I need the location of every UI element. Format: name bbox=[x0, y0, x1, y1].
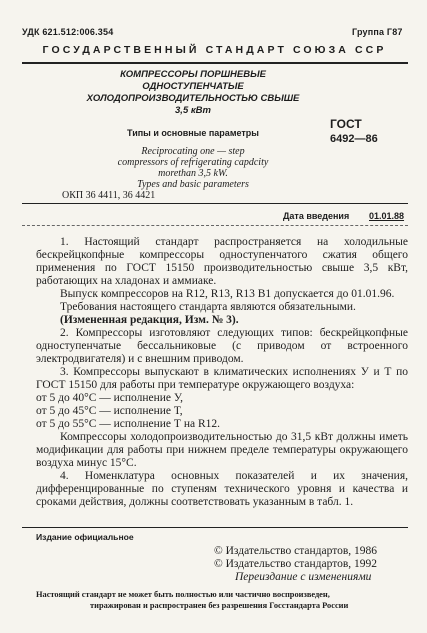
para-7: Компрессоры холодопроизводительностью до 31,5 кВт должны иметь модификации для работы при нижнем пределе температуры окружающего воздуха минус 15°С. bbox=[36, 431, 408, 469]
title-ru-line1: КОМПРЕССОРЫ ПОРШНЕВЫЕ bbox=[120, 69, 266, 80]
title-en-line3: morethan 3,5 kW. bbox=[158, 168, 228, 179]
copyright-1992: © Издательство стандартов, 1992 bbox=[214, 558, 378, 570]
standard-band-title: ГОСУДАРСТВЕННЫЙ СТАНДАРТ СОЮЗА ССР bbox=[42, 44, 387, 56]
title-en-line2: compressors of refrigerating capdcity bbox=[117, 157, 269, 168]
reissue-note: Переиздание с изменениями bbox=[235, 571, 372, 583]
para-8: 4. Номенклатура основных показателей и их значения, дифференцированные по ступеням технического уровня и качества и сроками действия, должны соответствовать указанным в табл. 1. bbox=[36, 470, 408, 508]
para-3: Требования настоящего стандарта являются обязательными. bbox=[60, 301, 356, 313]
title-ru-line2: ОДНОСТУПЕНЧАТЫЕ bbox=[142, 81, 244, 92]
gost-number: 6492—86 bbox=[330, 133, 378, 145]
climate-item-1: от 5 до 40°С — исполнение У, bbox=[36, 392, 184, 404]
reproduction-notice-1: Настоящий стандарт не может быть полностью или частично воспроизведен, bbox=[36, 590, 330, 599]
copyright-1986: © Издательство стандартов, 1986 bbox=[214, 545, 378, 557]
body-text bbox=[36, 236, 408, 509]
para-4-amendment: (Измененная редакция, Изм. № 3). bbox=[60, 314, 239, 326]
title-ru bbox=[62, 69, 324, 117]
official-edition: Издание официальное bbox=[36, 532, 134, 542]
title-ru-line4: 3,5 кВт bbox=[175, 105, 211, 116]
para-6: 3. Компрессоры выпускают в климатических исполнениях У и Т по ГОСТ 15150 для работы при температуре окружающего воздуха: bbox=[36, 366, 408, 391]
para-1: 1. Настоящий стандарт распространяется на холодильные бескрейцкопфные компрессоры одноступенчатого сжатия общего применения по ГОСТ 15150 производительностью свыше 3,5 кВт, работающих на хладонах и аммиаке. bbox=[36, 236, 408, 287]
udk-code: УДК 621.512:006.354 bbox=[22, 27, 114, 37]
effective-date-value: 01.01.88 bbox=[369, 211, 405, 221]
climate-item-3: от 5 до 55°С — исполнение Т на R12. bbox=[36, 418, 220, 430]
title-ru-line3: ХОЛОДОПРОИЗВОДИТЕЛЬНОСТЬЮ СВЫШЕ bbox=[86, 93, 300, 104]
effective-date-label: Дата введения bbox=[283, 211, 350, 221]
title-rule bbox=[22, 203, 408, 204]
para-5: 2. Компрессоры изготовляют следующих типов: бескрейцкопфные одноступенчатые бессальниковые (с приводом от встроенного электродвигателя) и с внешним приводом. bbox=[36, 327, 408, 365]
reproduction-notice-2: тиражирован и распространен без разрешения Госстандарта России bbox=[90, 601, 349, 610]
title-en-line1: Reciprocating one — step bbox=[141, 146, 245, 157]
title-en bbox=[62, 146, 324, 190]
climate-item-2: от 5 до 45°С — исполнение Т, bbox=[36, 405, 183, 417]
date-rule bbox=[22, 225, 408, 226]
header-rule bbox=[22, 62, 408, 64]
gost-label: ГОСТ bbox=[330, 117, 362, 131]
okp-code: ОКП 36 4411, 36 4421 bbox=[62, 190, 156, 201]
footer-rule bbox=[22, 527, 408, 528]
group-code: Группа Г87 bbox=[352, 27, 403, 37]
title-en-line4: Types and basic parameters bbox=[137, 179, 249, 190]
para-2: Выпуск компрессоров на R12, R13, R13 B1 допускается до 01.01.96. bbox=[60, 288, 395, 300]
title-ru-subtitle: Типы и основные параметры bbox=[127, 128, 259, 138]
